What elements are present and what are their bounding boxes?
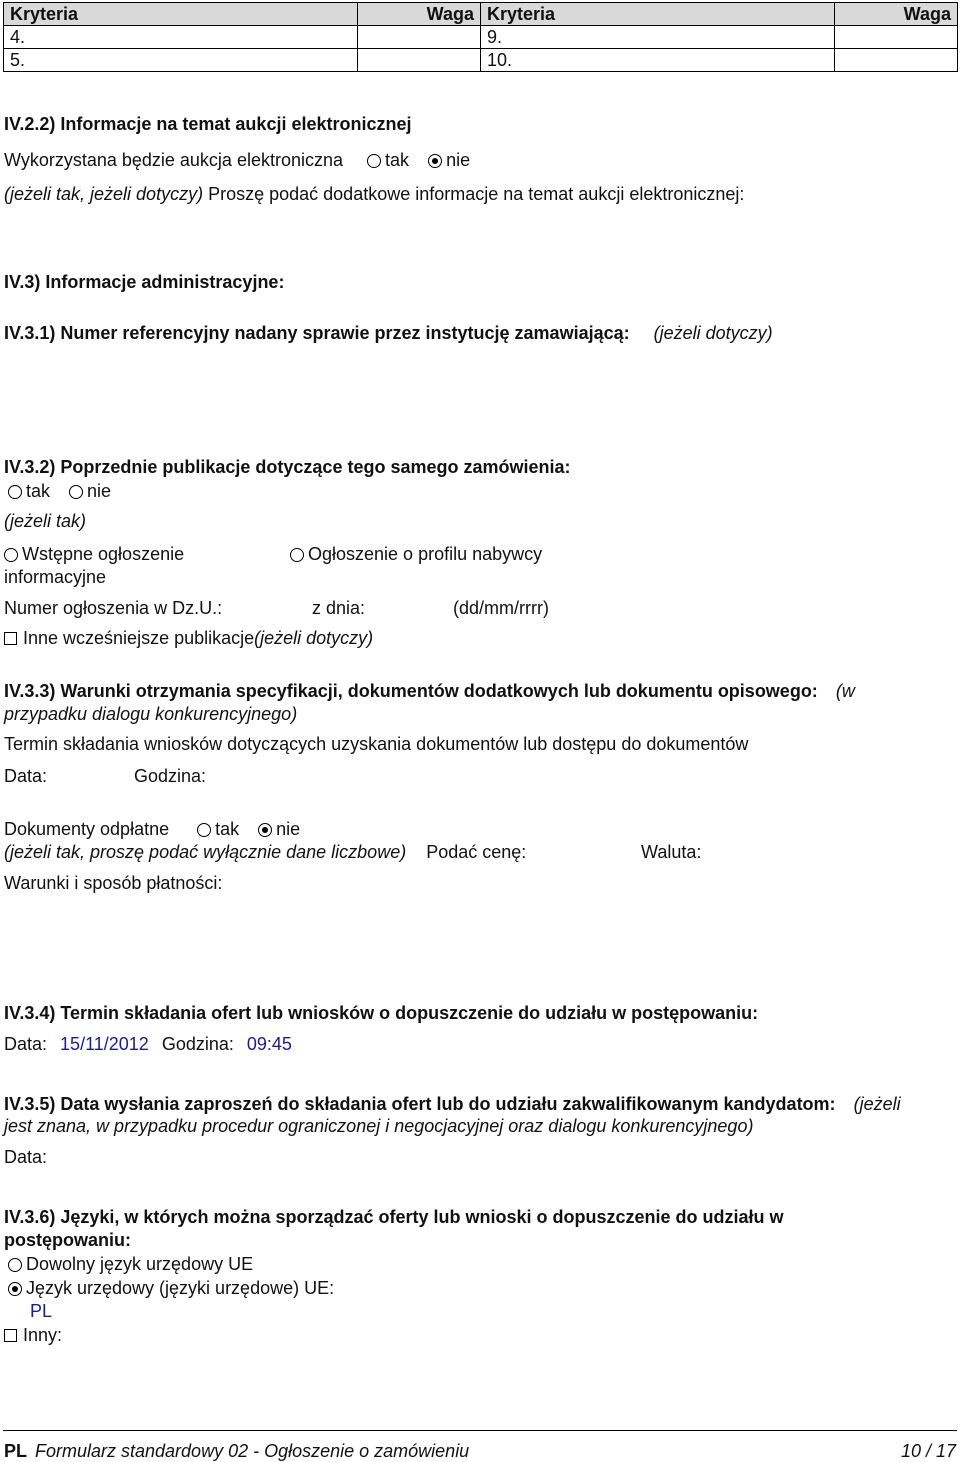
- criteria-header: Kryteria: [481, 3, 835, 26]
- specs-note-cont: przypadku dialogu konkurencyjnego): [4, 704, 298, 724]
- radio-selected-icon[interactable]: [258, 823, 272, 837]
- other-publications-label: Inne wcześniejsze publikacje: [23, 628, 255, 648]
- paid-no-option[interactable]: [258, 819, 300, 839]
- auction-label: Wykorzystana będzie aukcja elektroniczna: [4, 150, 344, 170]
- invitations-note-cont: jest znana, w przypadku procedur ograniczonej i negocjacyjnej oraz dialogu konkurencyjnego): [4, 1116, 754, 1136]
- auction-row: [4, 149, 470, 171]
- payment-terms-label: Warunki i sposób płatności:: [4, 873, 223, 893]
- submission-time-label: Godzina:: [161, 1034, 234, 1054]
- invitations-date-label: Data:: [4, 1147, 48, 1167]
- paid-documents-row: [4, 818, 300, 840]
- section-heading-iv-3-2: IV.3.2) Poprzednie publikacje dotyczące tego samego zamówienia:: [4, 457, 571, 477]
- other-publications-option[interactable]: [4, 627, 373, 649]
- auction-info-note: (jeżeli tak, jeżeli dotyczy): [4, 184, 204, 204]
- weight-cell: [835, 26, 958, 49]
- specs-note: (w: [835, 681, 855, 701]
- criteria-cell: 10.: [481, 49, 835, 72]
- radio-empty-icon[interactable]: [8, 1258, 22, 1272]
- section-heading-iv-3-6: IV.3.6) Języki, w których można sporządzać oferty lub wnioski o dopuszczenie do udziału w: [4, 1207, 784, 1227]
- specs-heading-row: [4, 680, 855, 702]
- criteria-cell: 9.: [481, 26, 835, 49]
- price-label: Podać cenę:: [426, 842, 527, 862]
- previous-yes-option[interactable]: [8, 481, 50, 501]
- auction-info-text: Proszę podać dodatkowe informacje na temat aukcji elektronicznej:: [208, 184, 745, 204]
- reference-row: [4, 322, 773, 344]
- radio-empty-icon[interactable]: [8, 485, 22, 499]
- language-any-option[interactable]: [8, 1253, 253, 1275]
- paid-no-label: nie: [276, 819, 301, 839]
- invitations-note: (jeżeli: [853, 1094, 901, 1114]
- radio-empty-icon[interactable]: [290, 548, 304, 562]
- radio-selected-icon[interactable]: [428, 154, 442, 168]
- if-yes-note: (jeżeli tak): [4, 511, 87, 531]
- documents-date-label: Data:: [4, 766, 48, 786]
- language-other-option[interactable]: [4, 1324, 62, 1346]
- paid-documents-label: Dokumenty odpłatne: [4, 819, 170, 839]
- previous-no-option[interactable]: [69, 481, 111, 501]
- section-heading-iv-3-3: IV.3.3) Warunki otrzymania specyfikacji, dokumentów dodatkowych lub dokumentu opisowego:: [4, 681, 818, 701]
- section-heading-iv-3-4: IV.3.4) Termin składania ofert lub wniosków o dopuszczenie do udziału w postępowaniu:: [4, 1003, 759, 1023]
- criteria-header-row: [4, 3, 958, 26]
- criteria-header: Kryteria: [4, 3, 358, 26]
- price-row: [4, 841, 526, 863]
- submission-deadline-row: [4, 1033, 292, 1055]
- section-heading-iv-3-6-cont: postępowaniu:: [4, 1230, 131, 1250]
- other-publications-note: (jeżeli dotyczy): [254, 628, 374, 648]
- criteria-cell: 5.: [4, 49, 358, 72]
- auction-no-option[interactable]: [428, 150, 470, 170]
- page-footer: [3, 1430, 957, 1461]
- section-heading-iv-3-1: IV.3.1) Numer referencyjny nadany sprawie przez instytucję zamawiającą:: [4, 323, 630, 343]
- auction-no-label: nie: [446, 150, 471, 170]
- radio-empty-icon[interactable]: [4, 548, 18, 562]
- submission-time-value: 09:45: [246, 1034, 292, 1054]
- footer-lang: PL: [4, 1441, 28, 1461]
- paid-yes-label: tak: [215, 819, 240, 839]
- invitations-heading-row: [4, 1093, 901, 1115]
- language-value: PL: [30, 1301, 53, 1321]
- submission-date-label: Data:: [4, 1034, 48, 1054]
- paid-yes-option[interactable]: [197, 819, 239, 839]
- radio-empty-icon[interactable]: [69, 485, 83, 499]
- date-format-hint: (dd/mm/rrrr): [453, 598, 549, 618]
- oj-number-label: Numer ogłoszenia w Dz.U.:: [4, 598, 223, 618]
- checkbox-empty-icon[interactable]: [4, 1329, 17, 1342]
- oj-date-label: z dnia:: [312, 598, 366, 618]
- weight-cell: [358, 26, 481, 49]
- weight-cell: [358, 49, 481, 72]
- price-note: (jeżeli tak, proszę podać wyłącznie dane liczbowe): [4, 842, 407, 862]
- reference-note: (jeżeli dotyczy): [653, 323, 773, 343]
- language-any-label: Dowolny język urzędowy UE: [26, 1254, 254, 1274]
- section-heading-iv-3: IV.3) Informacje administracyjne:: [4, 272, 285, 292]
- section-heading-iv-2-2: IV.2.2) Informacje na temat aukcji elektronicznej: [4, 114, 412, 134]
- weight-cell: [835, 49, 958, 72]
- table-row: [4, 26, 958, 49]
- prior-info-label-cont: informacyjne: [4, 567, 107, 587]
- weight-header: Waga: [358, 3, 481, 26]
- criteria-cell: 4.: [4, 26, 358, 49]
- currency-label: Waluta:: [641, 842, 702, 862]
- auction-info-row: [4, 183, 744, 205]
- radio-empty-icon[interactable]: [197, 823, 211, 837]
- language-official-label: Język urzędowy (języki urzędowe) UE:: [26, 1278, 335, 1298]
- table-row: [4, 49, 958, 72]
- previous-publications-options: [8, 480, 111, 502]
- prior-info-option[interactable]: [4, 543, 184, 565]
- documents-deadline-text: Termin składania wniosków dotyczących uzyskania dokumentów lub dostępu do dokumentów: [4, 734, 749, 754]
- previous-no-label: nie: [87, 481, 112, 501]
- prior-info-label: Wstępne ogłoszenie: [22, 544, 185, 564]
- auction-yes-label: tak: [385, 150, 410, 170]
- checkbox-empty-icon[interactable]: [4, 632, 17, 645]
- page-number: 10 / 17: [900, 1441, 956, 1461]
- buyer-profile-option[interactable]: [290, 543, 542, 565]
- auction-yes-option[interactable]: [367, 150, 409, 170]
- buyer-profile-label: Ogłoszenie o profilu nabywcy: [308, 544, 543, 564]
- submission-date-value: 15/11/2012: [60, 1034, 149, 1054]
- radio-selected-icon[interactable]: [8, 1282, 22, 1296]
- documents-time-label: Godzina:: [134, 766, 207, 786]
- previous-yes-label: tak: [26, 481, 51, 501]
- language-official-option[interactable]: [8, 1277, 334, 1299]
- footer-title: Formularz standardowy 02 - Ogłoszenie o zamówieniu: [35, 1441, 470, 1461]
- radio-empty-icon[interactable]: [367, 154, 381, 168]
- weight-header: Waga: [835, 3, 958, 26]
- section-heading-iv-3-5: IV.3.5) Data wysłania zaproszeń do składania ofert lub do udziału zakwalifikowanym kandydatom:: [4, 1094, 836, 1114]
- criteria-table: [3, 2, 958, 72]
- language-other-label: Inny:: [23, 1325, 63, 1345]
